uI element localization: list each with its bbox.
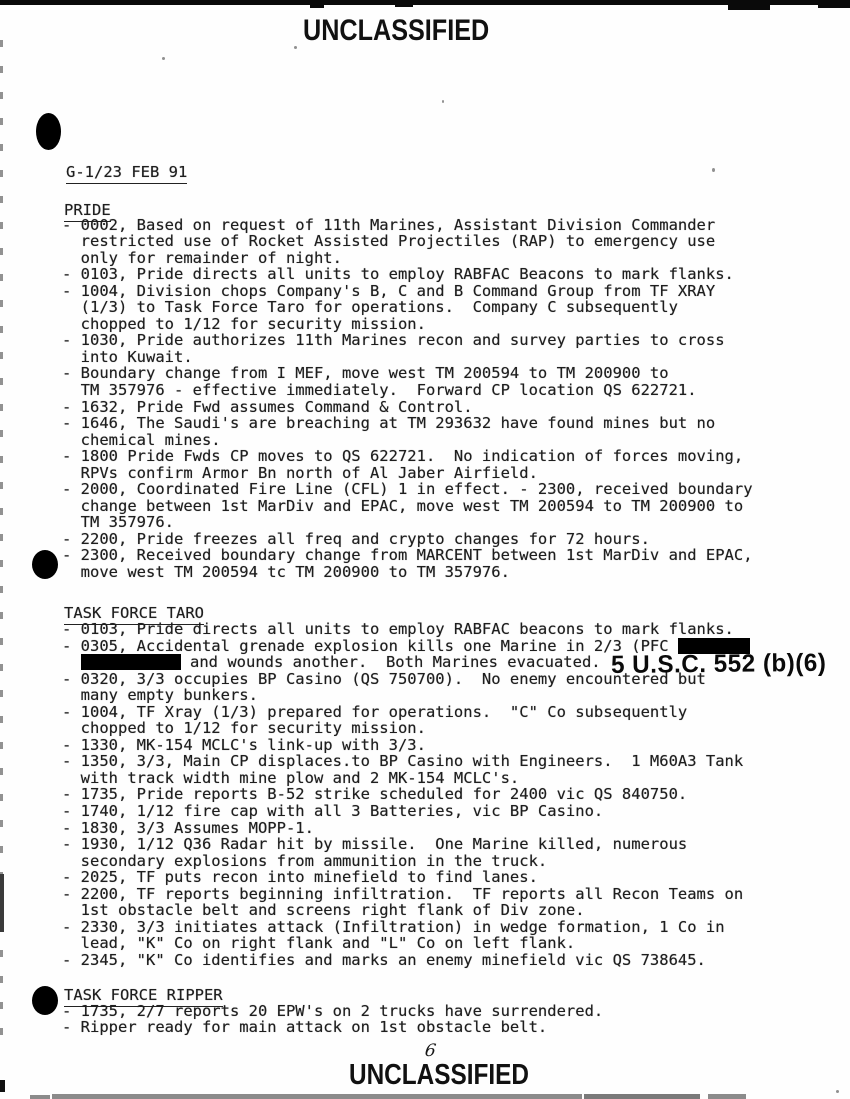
foia-exemption-stamp: 5 U.S.C. 552 (b)(6) bbox=[610, 648, 827, 679]
log-line: secondary explosions from ammunition in the truck. bbox=[62, 851, 548, 870]
log-line: - 1004, TF Xray (1/3) prepared for operations. "C" Co subsequently bbox=[62, 702, 688, 721]
scan-artifact bbox=[395, 0, 413, 7]
log-line: - 2300, Received boundary change from MARCENT between 1st MarDiv and EPAC, bbox=[62, 546, 753, 565]
log-line: into Kuwait. bbox=[62, 347, 193, 366]
log-line: TM 357976 - effective immediately. Forward CP location QS 622721. bbox=[62, 380, 697, 399]
log-line: - 0103, Pride directs all units to employ RABFAC beacons to mark flanks. bbox=[62, 620, 734, 638]
scan-artifact bbox=[310, 0, 324, 8]
log-line: with track width mine plow and 2 MK-154 MCLC's. bbox=[62, 768, 520, 787]
log-line: - 1004, Division chops Company's B, C and B Command Group from TF XRAY bbox=[62, 281, 716, 300]
scan-speck bbox=[162, 57, 165, 60]
log-line: lead, "K" Co on right flank and "L" Co on left flank. bbox=[62, 934, 576, 953]
section-title-taro: TASK FORCE TARO bbox=[64, 604, 204, 625]
log-line: chemical mines. bbox=[62, 430, 221, 449]
handwritten-page-number: 6 bbox=[423, 1041, 438, 1061]
redaction-box bbox=[81, 654, 181, 670]
log-line: (1/3) to Task Force Taro for operations. Company C subsequently bbox=[62, 298, 678, 317]
log-line: - 1632, Pride Fwd assumes Command & Control. bbox=[62, 397, 473, 416]
log-line: - 1800 Pride Fwds CP moves to QS 622721. No indication of forces moving, bbox=[62, 447, 744, 466]
log-line: many empty bunkers. bbox=[62, 686, 258, 705]
log-line: - 2200, Pride freezes all freq and crypto changes for 72 hours. bbox=[62, 529, 650, 548]
top-classification-banner: UNCLASSIFIED bbox=[303, 14, 490, 47]
log-line: - 1350, 3/3, Main CP displaces.to BP Casino with Engineers. 1 M60A3 Tank bbox=[62, 752, 744, 771]
log-line: only for remainder of night. bbox=[62, 248, 342, 267]
scan-artifact bbox=[30, 1095, 50, 1099]
scan-speck bbox=[836, 1090, 839, 1093]
log-line: chopped to 1/12 for security mission. bbox=[62, 719, 426, 738]
log-line: - 2025, TF puts recon into minefield to find lanes. bbox=[62, 868, 538, 887]
log-line: RPVs confirm Armor Bn north of Al Jaber Airfield. bbox=[62, 463, 538, 482]
log-line: move west TM 200594 tc TM 200900 to TM 357976. bbox=[62, 562, 510, 581]
log-line: - 0320, 3/3 occupies BP Casino (QS 750700). No enemy encountered but bbox=[62, 669, 706, 688]
log-line: 1st obstacle belt and screens right flank of Div zone. bbox=[62, 901, 585, 920]
log-line: - 2330, 3/3 initiates attack (Infiltration) in wedge formation, 1 Co in bbox=[62, 917, 725, 936]
log-line: - 1030, Pride authorizes 11th Marines recon and survey parties to cross bbox=[62, 331, 725, 350]
hole-punch-mark bbox=[32, 550, 58, 579]
hole-punch-mark bbox=[32, 986, 58, 1015]
section-entries-pride bbox=[62, 217, 753, 581]
log-line: - Ripper ready for main attack on 1st obstacle belt. bbox=[62, 1018, 548, 1037]
bottom-classification-banner: UNCLASSIFIED bbox=[349, 1059, 530, 1091]
log-line: TM 357976. bbox=[62, 513, 174, 532]
section-title-pride: PRIDE bbox=[64, 201, 111, 222]
log-line: change between 1st MarDiv and EPAC, move west TM 200594 to TM 200900 to bbox=[62, 496, 744, 515]
scan-speck bbox=[712, 168, 715, 172]
scan-artifact bbox=[0, 1080, 5, 1092]
log-line: - 0103, Pride directs all units to employ RABFAC Beacons to mark flanks. bbox=[62, 265, 734, 284]
log-line: - 1330, MK-154 MCLC's link-up with 3/3. bbox=[62, 735, 426, 754]
log-line: - 2000, Coordinated Fire Line (CFL) 1 in effect. - 2300, received boundary bbox=[62, 480, 753, 499]
log-line: and wounds another. Both Marines evacuated. bbox=[62, 654, 750, 671]
date-heading: G-1/23 FEB 91 bbox=[66, 163, 187, 184]
log-line: - 1830, 3/3 Assumes MOPP-1. bbox=[62, 818, 314, 837]
log-line: restricted use of Rocket Assisted Projectiles (RAP) to emergency use bbox=[62, 232, 716, 251]
log-line: - Boundary change from I MEF, move west TM 200594 to TM 200900 to bbox=[62, 364, 669, 383]
scan-artifact bbox=[818, 0, 850, 8]
log-line: chopped to 1/12 for security mission. bbox=[62, 314, 426, 333]
scan-artifact bbox=[708, 1094, 746, 1099]
log-line: - 0002, Based on request of 11th Marines, Assistant Division Commander bbox=[62, 215, 716, 234]
section-entries-ripper bbox=[62, 1003, 603, 1036]
scan-artifact bbox=[0, 0, 850, 5]
hole-punch-mark bbox=[36, 113, 61, 150]
log-line: - 2200, TF reports beginning infiltration. TF reports all Recon Teams on bbox=[62, 884, 744, 903]
log-line: - 1740, 1/12 fire cap with all 3 Batteries, vic BP Casino. bbox=[62, 802, 604, 821]
log-line: - 1646, The Saudi's are breaching at TM 293632 have found mines but no bbox=[62, 414, 716, 433]
log-line: - 1735, 2/7 reports 20 EPW's on 2 trucks have surrendered. bbox=[62, 1001, 604, 1020]
scan-artifact bbox=[52, 1094, 582, 1099]
log-line: - 1930, 1/12 Q36 Radar hit by missile. One Marine killed, numerous bbox=[62, 835, 688, 854]
log-line: - 0305, Accidental grenade explosion kills one Marine in 2/3 (PFC bbox=[62, 638, 750, 655]
section-title-ripper: TASK FORCE RIPPER bbox=[64, 986, 223, 1007]
scan-artifact bbox=[728, 0, 770, 10]
scan-artifact bbox=[0, 874, 4, 932]
log-line: - 2345, "K" Co identifies and marks an enemy minefield vic QS 738645. bbox=[62, 950, 706, 969]
log-line: - 1735, Pride reports B-52 strike scheduled for 2400 vic QS 840750. bbox=[62, 785, 688, 804]
scan-artifact bbox=[584, 1094, 700, 1099]
scan-speck bbox=[442, 100, 444, 103]
scan-speck bbox=[294, 46, 297, 49]
